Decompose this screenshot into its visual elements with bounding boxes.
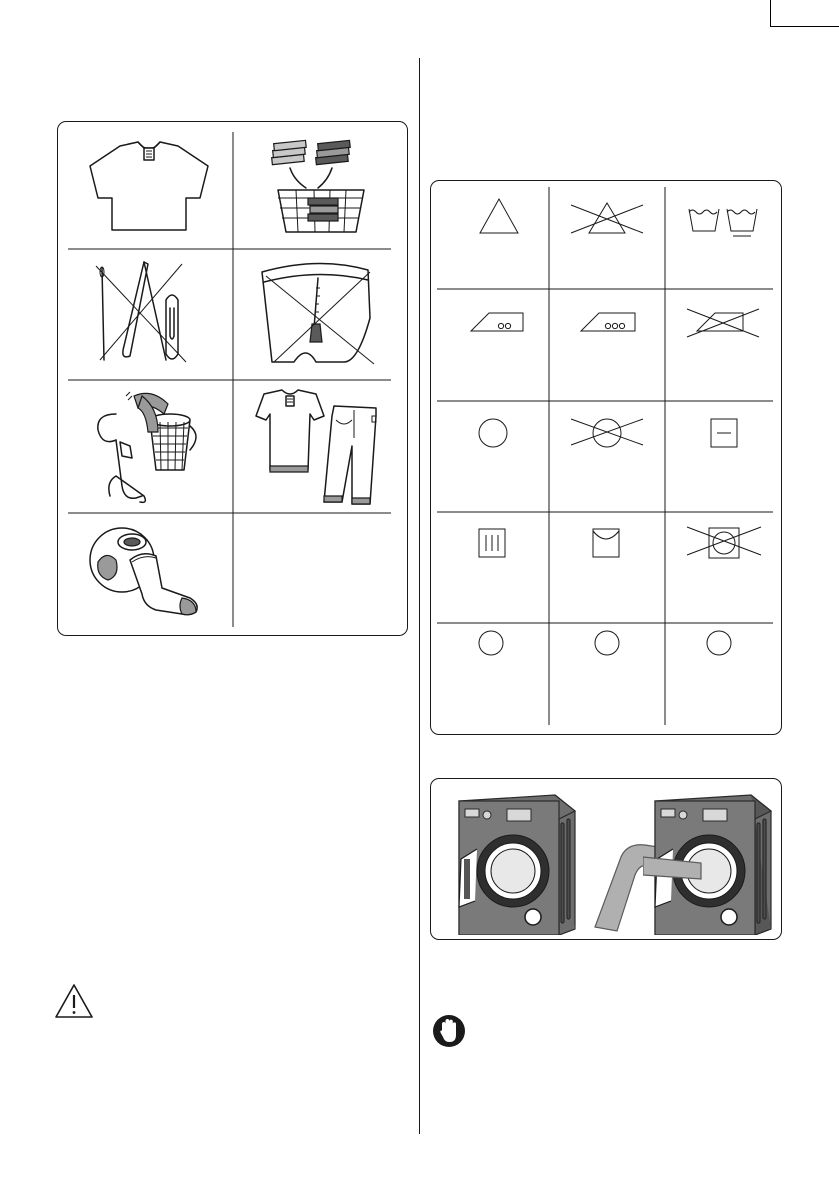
do-not-wash-with-open-zipper-icon: [258, 258, 383, 370]
no-pins-needles-icon: [86, 256, 196, 368]
column-divider: [419, 58, 420, 1134]
crop-mark-top-right-horizontal: [770, 26, 839, 27]
bleach-allowed-icon: [480, 199, 518, 233]
do-not-bleach-icon: [571, 203, 643, 233]
washing-machine-door-open-icon: [447, 789, 577, 935]
warning-triangle-icon: [54, 983, 94, 1019]
do-not-dry-clean-icon: [571, 419, 643, 447]
circle-symbol-icon: [707, 631, 731, 655]
curtain-hooks-in-wash-bag-icon: [86, 386, 206, 508]
care-symbols-panel: [430, 180, 782, 735]
garment-preparation-panel: [57, 121, 408, 636]
circle-symbol-icon: [479, 631, 503, 655]
iron-medium-temperature-icon: [471, 313, 523, 331]
shirt-with-care-label-icon: [84, 138, 214, 238]
sock-and-ball-icon: [86, 520, 206, 616]
sort-laundry-into-basket-icon: [268, 136, 378, 244]
crop-mark-top-right-vertical: [770, 0, 771, 26]
do-not-iron-icon: [687, 309, 759, 337]
dry-flat-icon: [711, 419, 737, 447]
line-dry-icon: [593, 529, 619, 557]
washing-machine-loading-laundry-icon: [643, 789, 773, 935]
turn-garments-inside-out-icon: [248, 386, 388, 508]
wash-tub-icons: [689, 209, 757, 236]
do-not-tumble-dry-icon: [687, 527, 761, 558]
dry-clean-icon: [479, 419, 507, 447]
care-symbols-table: [431, 181, 783, 736]
drip-dry-icon: [479, 529, 505, 557]
circle-symbol-icon: [595, 631, 619, 655]
hand-stop-icon: [432, 1014, 466, 1048]
washing-machine-panel: [430, 778, 782, 940]
iron-high-temperature-icon: [581, 313, 635, 331]
